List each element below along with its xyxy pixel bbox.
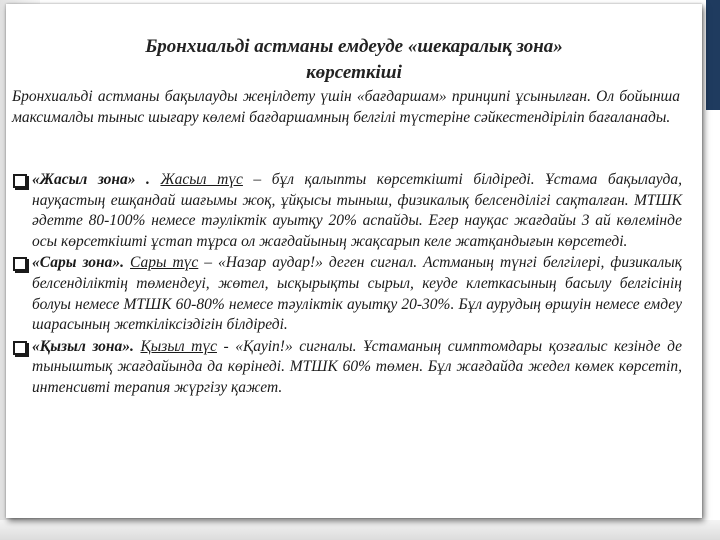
red-color-label: Қызыл түс bbox=[140, 337, 217, 355]
red-zone-text: - «Қауіп!» сигналы. Ұстаманың симптомдары қозғалыс кезінде де тыныштық жағдайында да көрінеді. МТШК 60% төмен. Бұл жағдайда жедел көмек көрсетіп, интенсивті терапия жүргізу қажет. bbox=[32, 337, 682, 396]
yellow-zone-label: «Сары зона». bbox=[32, 254, 125, 272]
intro-paragraph: Бронхиальді астманы бақылауды жеңілдету үшін «бағдаршам» принципі ұсынылған. Ол бойынша максималды тыныс шығару көлемі бағдаршамның белгілі түстеріне сәйкестендіріліп бағаланады. bbox=[12, 88, 680, 126]
slide-title-line1: Бронхиальді астманы емдеуде «шекаралық зона» bbox=[145, 36, 563, 57]
list-item-yellow-zone bbox=[12, 253, 682, 335]
checkbox-bullet-icon bbox=[13, 174, 27, 188]
zone-list bbox=[12, 170, 682, 400]
yellow-color-label: Сары түс bbox=[130, 254, 199, 272]
slide-title-line2: көрсеткіші bbox=[306, 62, 402, 83]
checkbox-bullet-icon bbox=[13, 341, 27, 355]
yellow-zone-text: – «Назар аудар!» деген сигнал. Астманың түнгі белгілері, физикалық белсенділіктің төмендеуі, жөтел, ысқырықты сырыл, кеуде клеткасының басылу белгісінің болуы немесе МТШК 60-80% немесе тәуліктік ауытқу 20-30%. Бұл аурудың өршуін немесе емдеу шарасының жеткіліксіздігін білдіреді. bbox=[32, 254, 683, 334]
green-color-label: Жасыл түс bbox=[160, 171, 243, 188]
slide-title bbox=[6, 34, 702, 86]
bottom-background-gradient bbox=[0, 520, 720, 540]
green-zone-label: «Жасыл зона» . bbox=[32, 171, 150, 188]
slide bbox=[6, 4, 702, 518]
list-item-green-zone bbox=[12, 170, 682, 252]
list-item-red-zone bbox=[12, 337, 682, 399]
right-accent-bar bbox=[706, 0, 720, 110]
checkbox-bullet-icon bbox=[13, 257, 27, 271]
red-zone-label: «Қызыл зона». bbox=[32, 337, 134, 355]
green-zone-text: – бұл қалыпты көрсеткішті білдіреді. Ұстама бақылауда, науқастың ешқандай шағымы жоқ, ұйқысы тыныш, физикалық белсенділігі сақталған. МТШК әдетте 80-100% немесе тәуліктік ауытқу 20% аспайды. Егер науқас жағдайы 3 ай көлемінде осы көрсеткішті ұстап тұрса ол жағдайының жақсарып келе жатқандығын көрсетеді. bbox=[32, 171, 682, 250]
